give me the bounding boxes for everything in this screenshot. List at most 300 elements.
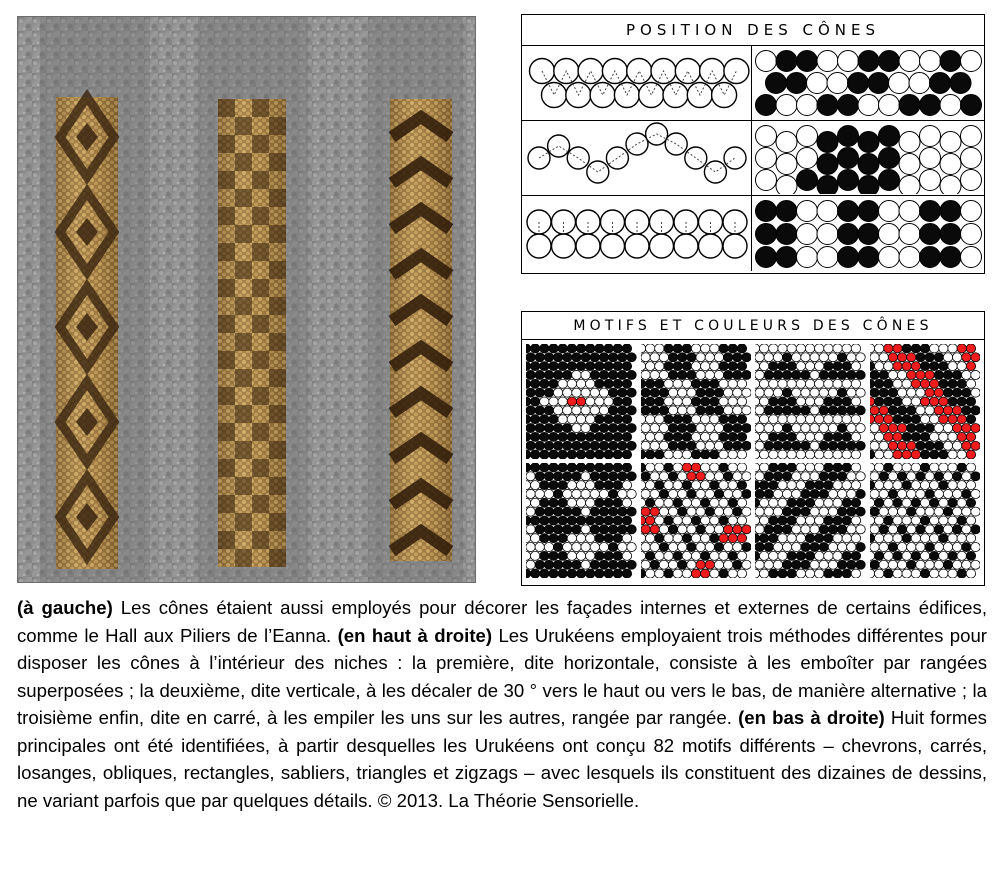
motif-cone: [540, 463, 549, 472]
motif-cone: [911, 432, 920, 441]
motif-cone: [526, 379, 531, 388]
motif-cone: [810, 472, 819, 481]
motif-cone: [728, 344, 737, 353]
motif-cone: [828, 388, 837, 397]
motif-cone: [567, 481, 576, 490]
motif-cone: [892, 415, 901, 424]
motif-cone: [874, 450, 883, 459]
pattern-cone: [899, 51, 920, 72]
motif-cone: [911, 362, 920, 371]
motif-cone: [663, 463, 672, 472]
motif-cone: [755, 379, 760, 388]
motif-cone: [769, 379, 778, 388]
motif-cone: [645, 450, 654, 459]
motif-cone: [769, 432, 778, 441]
motif-cone: [759, 534, 768, 543]
motif-cone: [654, 344, 663, 353]
pattern-cone: [920, 246, 941, 267]
motif-cone: [911, 379, 920, 388]
motif-cone: [966, 481, 975, 490]
motif-cone: [842, 481, 851, 490]
pattern-cone: [776, 200, 797, 221]
motif-cone: [901, 450, 910, 459]
motif-cone: [618, 543, 627, 552]
motif-cone: [705, 388, 714, 397]
motif-cone: [709, 569, 718, 578]
motif-cone: [966, 450, 975, 459]
motif-cone: [695, 353, 704, 362]
motif-cone: [622, 379, 631, 388]
pattern-cone: [920, 200, 941, 221]
motif-cone: [700, 397, 709, 406]
motif-cone: [847, 472, 856, 481]
motif-cone: [957, 397, 966, 406]
pattern-cone: [858, 176, 879, 195]
motif-cone: [530, 534, 539, 543]
motif-cone: [709, 362, 718, 371]
motif-cone: [718, 534, 727, 543]
motif-cone: [879, 424, 888, 433]
motif-cone: [814, 534, 823, 543]
motif-cone: [824, 397, 833, 406]
motif-cone: [970, 472, 979, 481]
motif-cone: [576, 534, 585, 543]
motif-cone: [608, 424, 617, 433]
motif-cone: [952, 507, 961, 516]
motif-cone: [796, 344, 805, 353]
motif-cone: [572, 370, 581, 379]
motif-cone: [737, 534, 746, 543]
motif-cone: [732, 406, 741, 415]
motif-cone: [659, 353, 668, 362]
pillar-checker-square: [269, 549, 286, 567]
motif-cone: [741, 353, 750, 362]
motif-cone: [581, 560, 590, 569]
motif-cone: [897, 472, 906, 481]
motif-cone: [608, 353, 617, 362]
motif-cone: [833, 432, 842, 441]
motif-cone: [695, 424, 704, 433]
motif-cone: [929, 516, 938, 525]
motif-cone: [581, 525, 590, 534]
pattern-cone: [858, 200, 879, 221]
cone-circle: [527, 234, 551, 258]
motif-cone: [590, 388, 599, 397]
motif-cone: [847, 388, 856, 397]
motif-cone: [943, 441, 952, 450]
motif-cone: [892, 397, 901, 406]
pillar-checker-square: [235, 369, 252, 387]
motif-cone: [814, 463, 823, 472]
motif-cone: [604, 498, 613, 507]
motif-cone: [604, 551, 613, 560]
motif-cone: [700, 569, 709, 578]
motif-cone: [558, 432, 567, 441]
motif-cone: [851, 362, 860, 371]
motif-cone: [654, 397, 663, 406]
motif-cone: [585, 516, 594, 525]
pattern-cone: [961, 148, 982, 169]
motif-cone: [668, 507, 677, 516]
motif-cone: [677, 507, 686, 516]
motif-cone: [691, 432, 700, 441]
pattern-cone: [879, 246, 900, 267]
motif-cone: [572, 472, 581, 481]
motif-cone: [782, 489, 791, 498]
motif-cone: [737, 362, 746, 371]
motif-cone: [714, 424, 723, 433]
motif-cone: [947, 551, 956, 560]
motif-cone: [773, 525, 782, 534]
motif-cone: [924, 353, 933, 362]
motif-cone: [585, 534, 594, 543]
motif-cone: [888, 424, 897, 433]
motif-cone: [847, 441, 856, 450]
motif-cone: [695, 525, 704, 534]
pattern-cone: [756, 223, 777, 244]
motif-cone: [526, 370, 535, 379]
motif-cone: [705, 424, 714, 433]
motif-cone: [764, 424, 773, 433]
motif-cone: [819, 406, 828, 415]
pillar-checker-square: [252, 135, 269, 153]
motif-cone: [805, 450, 814, 459]
motif-cone: [585, 362, 594, 371]
motif-cone: [870, 481, 875, 490]
motif-cone: [934, 424, 943, 433]
motif-cone: [714, 472, 723, 481]
motif-cone: [686, 353, 695, 362]
motif-cone: [810, 525, 819, 534]
motif-cone: [883, 379, 892, 388]
motif-cone: [654, 362, 663, 371]
motif-cone: [613, 344, 622, 353]
motif-cone: [590, 406, 599, 415]
motif-cone: [549, 362, 558, 371]
motif-cone: [622, 534, 631, 543]
caption: [17, 594, 987, 814]
motif-cone: [590, 560, 599, 569]
pattern-cone: [858, 223, 879, 244]
motif-cone: [672, 551, 681, 560]
motif-cone: [686, 406, 695, 415]
motif-cone: [618, 370, 627, 379]
motif-cone: [847, 507, 856, 516]
motif-cone: [728, 362, 737, 371]
motif-cone: [961, 353, 970, 362]
motif-cone: [723, 560, 732, 569]
motif-cone: [659, 441, 668, 450]
cone-circle: [638, 83, 663, 108]
motif-cone: [943, 543, 952, 552]
motif-cone: [755, 569, 760, 578]
motif-cone: [787, 432, 796, 441]
motif-cone: [938, 481, 947, 490]
pattern-cone: [797, 170, 818, 191]
motif-cone: [705, 472, 714, 481]
motif-cone: [608, 525, 617, 534]
pattern-cone: [940, 246, 961, 267]
motif-cone: [828, 353, 837, 362]
motif-cone: [526, 424, 535, 433]
motif-cone: [837, 560, 846, 569]
pillar-checker-square: [235, 153, 252, 171]
motif-cone: [924, 388, 933, 397]
motif-cone: [723, 353, 732, 362]
motif-cone: [801, 489, 810, 498]
position-grid: [522, 46, 984, 271]
motif-cone: [847, 406, 856, 415]
motif-cone: [924, 560, 933, 569]
motif-cone: [801, 525, 810, 534]
motif-cone: [920, 432, 929, 441]
motif-cone: [618, 525, 627, 534]
motif-cone: [526, 534, 531, 543]
cone-circle: [576, 234, 600, 258]
pattern-cone: [879, 223, 900, 244]
motif-cone: [627, 489, 636, 498]
pattern-cone: [961, 246, 982, 267]
motif-cone: [842, 379, 851, 388]
pattern-cone: [899, 246, 920, 267]
motif-cone: [590, 370, 599, 379]
motif-cone: [654, 516, 663, 525]
motif-cone: [663, 362, 672, 371]
motif-cone: [888, 507, 897, 516]
motif-cone: [682, 450, 691, 459]
motif-zigzag-tile: [755, 463, 866, 578]
motif-cone: [526, 397, 531, 406]
motif-cone: [879, 406, 888, 415]
motif-cone: [567, 569, 576, 578]
motif-cone: [906, 424, 915, 433]
motif-cone: [654, 450, 663, 459]
motif-cone: [833, 516, 842, 525]
motif-cone: [874, 397, 883, 406]
motif-cone: [530, 463, 539, 472]
motif-cone: [801, 560, 810, 569]
motif-cone: [814, 569, 823, 578]
motif-cone: [663, 379, 672, 388]
motif-cone: [595, 481, 604, 490]
motif-cone: [526, 472, 535, 481]
motif-cone: [833, 362, 842, 371]
pillar-checker-square: [252, 495, 269, 513]
cone-circle: [684, 147, 706, 169]
motif-cone: [585, 551, 594, 560]
pattern-cone: [797, 223, 818, 244]
motif-cone: [526, 543, 535, 552]
motif-cone: [695, 370, 704, 379]
motif-cone: [920, 344, 929, 353]
motif-cone: [947, 432, 956, 441]
motif-cone: [924, 370, 933, 379]
motif-cone: [718, 362, 727, 371]
motif-cone: [957, 379, 966, 388]
motif-cone: [558, 362, 567, 371]
motif-cone: [563, 489, 572, 498]
motif-cone: [549, 534, 558, 543]
motif-cone: [590, 472, 599, 481]
motif-cone: [595, 379, 604, 388]
pattern-cone: [838, 170, 859, 191]
motif-cone: [563, 472, 572, 481]
motif-cone: [888, 472, 897, 481]
motif-cone: [563, 543, 572, 552]
motif-cone: [874, 551, 883, 560]
motif-cone: [787, 450, 796, 459]
motif-cone: [563, 560, 572, 569]
pattern-cone: [786, 73, 807, 94]
motif-cone: [608, 560, 617, 569]
motif-cone: [714, 543, 723, 552]
motif-cone: [581, 406, 590, 415]
motif-cone: [966, 551, 975, 560]
motif-cone: [796, 534, 805, 543]
motif-cone: [870, 415, 875, 424]
pattern-cone: [838, 148, 859, 169]
motif-cone: [700, 379, 709, 388]
motif-cone: [883, 516, 892, 525]
motif-cone: [888, 406, 897, 415]
motif-cone: [718, 379, 727, 388]
motif-cone: [659, 388, 668, 397]
motif-cone: [558, 534, 567, 543]
motif-cone: [929, 344, 938, 353]
motif-chevron-tile: [870, 463, 981, 578]
motif-cone: [530, 498, 539, 507]
motif-cone: [842, 397, 851, 406]
motif-cone: [695, 441, 704, 450]
motif-cone: [755, 463, 760, 472]
motif-cone: [627, 472, 636, 481]
motif-cone: [526, 498, 531, 507]
motif-cone: [714, 507, 723, 516]
motif-cone: [558, 344, 567, 353]
motif-cone: [970, 388, 979, 397]
motif-cone: [805, 498, 814, 507]
motif-cone: [883, 397, 892, 406]
motif-cone: [833, 481, 842, 490]
pattern-cone: [858, 154, 879, 175]
motif-cone: [879, 370, 888, 379]
motif-cone: [879, 560, 888, 569]
motif-cone: [856, 424, 865, 433]
motif-cone: [938, 379, 947, 388]
motif-cone: [530, 481, 539, 490]
motif-cone: [879, 525, 888, 534]
motif-cone: [686, 560, 695, 569]
motif-cone: [530, 516, 539, 525]
motif-cone: [874, 415, 883, 424]
motif-cone: [847, 489, 856, 498]
pillar-checker-square: [252, 99, 269, 117]
motif-cone: [773, 441, 782, 450]
pattern-cone: [838, 51, 859, 72]
motif-cone: [892, 569, 901, 578]
motif-cone: [755, 516, 760, 525]
motif-cone: [915, 424, 924, 433]
motif-cone: [650, 507, 659, 516]
motif-cone: [728, 415, 737, 424]
motif-cone: [723, 424, 732, 433]
motif-cone: [618, 424, 627, 433]
pattern-cone: [756, 246, 777, 267]
motif-cone: [526, 489, 535, 498]
motif-cone: [805, 397, 814, 406]
pillar-checker-square: [218, 351, 235, 369]
caption-label-bottom-right: (en bas à droite): [738, 707, 885, 728]
motif-cone: [576, 379, 585, 388]
motif-cone: [549, 397, 558, 406]
motif-cone: [627, 507, 636, 516]
motif-cone: [870, 498, 875, 507]
motif-cone: [645, 397, 654, 406]
motif-cone: [892, 498, 901, 507]
motif-cone: [563, 388, 572, 397]
motif-cone: [819, 472, 828, 481]
motif-cone: [595, 498, 604, 507]
motif-cone: [938, 397, 947, 406]
motif-cone: [691, 516, 700, 525]
motif-cone: [792, 388, 801, 397]
motif-cone: [938, 450, 947, 459]
motif-cone: [672, 498, 681, 507]
cone-circle: [649, 234, 673, 258]
motif-cone: [553, 406, 562, 415]
motif-cone: [883, 415, 892, 424]
pattern-cone: [879, 200, 900, 221]
motif-cone: [943, 560, 952, 569]
motif-cone: [700, 415, 709, 424]
motif-cone: [782, 543, 791, 552]
motif-cone: [833, 569, 842, 578]
motif-cone: [915, 370, 924, 379]
motif-rectangles-tile: [641, 463, 752, 578]
motif-cone: [764, 370, 773, 379]
motif-cone: [700, 551, 709, 560]
motif-cone: [856, 560, 865, 569]
motif-cone: [782, 472, 791, 481]
motif-cone: [814, 397, 823, 406]
motif-cone: [718, 450, 727, 459]
motif-cone: [901, 344, 910, 353]
motif-cone: [782, 560, 791, 569]
pillar-checker-square: [269, 117, 286, 135]
motif-cone: [966, 498, 975, 507]
pillar-checker-square: [235, 477, 252, 495]
motif-cone: [530, 551, 539, 560]
motif-cone: [901, 481, 910, 490]
motif-cone: [755, 489, 764, 498]
motif-cone: [755, 534, 760, 543]
motif-cone: [892, 450, 901, 459]
pattern-cone: [838, 95, 859, 116]
motif-cone: [695, 560, 704, 569]
motif-cone: [801, 472, 810, 481]
motif-cone: [892, 432, 901, 441]
motif-cone: [947, 498, 956, 507]
motif-cone: [705, 543, 714, 552]
motif-cone: [641, 388, 650, 397]
motif-cone: [814, 362, 823, 371]
motif-cone: [938, 344, 947, 353]
motif-cone: [847, 560, 856, 569]
motif-cone: [911, 481, 920, 490]
motif-cone: [663, 534, 672, 543]
motif-cone: [668, 472, 677, 481]
motif-cone: [567, 344, 576, 353]
